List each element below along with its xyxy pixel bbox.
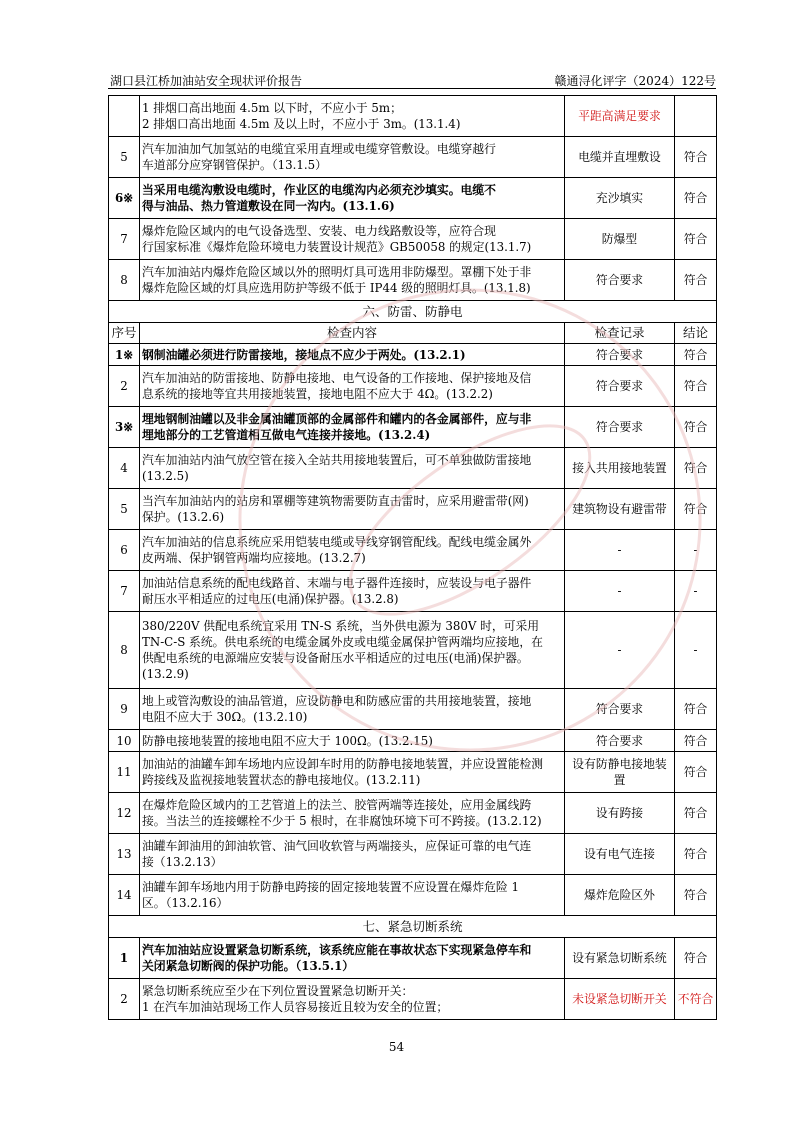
row-number: 2 — [109, 366, 140, 407]
inspection-table — [108, 95, 717, 1020]
content-line: 汽车加油站应设置紧急切断系统，该系统应能在事故状态下实现紧急停车和 — [142, 943, 532, 957]
content-line: 区。（13.2.16） — [142, 896, 229, 910]
table-row — [109, 344, 717, 366]
content-line: 汽车加油加气加氢站的电缆宜采用直埋或电缆穿管敷设。电缆穿越行 — [142, 142, 496, 156]
table-row — [109, 489, 717, 530]
row-number: 6※ — [109, 178, 140, 219]
content-line: (13.2.9) — [142, 667, 189, 681]
row-content — [140, 366, 565, 407]
row-record: 建筑物设有避雷带 — [565, 489, 675, 530]
row-result: 符合 — [675, 448, 717, 489]
content-line: 380/220V 供配电系统宜采用 TN-S 系统，当外供电源为 380V 时，可采用 — [142, 619, 540, 633]
row-number: 1※ — [109, 344, 140, 366]
row-result: 符合 — [675, 260, 717, 301]
row-content — [140, 448, 565, 489]
content-line: 1 排烟口高出地面 4.5m 以下时，不应小于 5m； — [142, 101, 402, 115]
row-record: - — [565, 530, 675, 571]
content-line: 1 在汽车加油站现场工作人员容易接近且较为安全的位置； — [142, 1000, 449, 1014]
row-content — [140, 489, 565, 530]
row-number: 8 — [109, 260, 140, 301]
row-result: 符合 — [675, 137, 717, 178]
row-number: 13 — [109, 834, 140, 875]
row-content — [140, 834, 565, 875]
row-record: 设有跨接 — [565, 793, 675, 834]
row-result: 符合 — [675, 793, 717, 834]
row-result: - — [675, 530, 717, 571]
content-line: 防静电接地装置的接地电阻不应大于 100Ω。(13.2.15) — [142, 733, 433, 748]
table-row — [109, 137, 717, 178]
row-number: 2 — [109, 979, 140, 1020]
page-number: 54 — [388, 1040, 405, 1054]
row-number: 7 — [109, 571, 140, 612]
row-content — [140, 344, 565, 366]
row-content — [140, 752, 565, 793]
row-result: 符合 — [675, 938, 717, 979]
content-line: 埋地部分的工艺管道相互做电气连接并接地。(13.2.4) — [142, 428, 431, 442]
row-number: 8 — [109, 612, 140, 689]
row-record: 设有电气连接 — [565, 834, 675, 875]
row-content — [140, 979, 565, 1020]
content-line: 油罐车卸车场地内用于防静电跨接的固定接地装置不应设置在爆炸危险 1 — [142, 880, 519, 894]
content-line: 供配电系统的电源端应安装与设备耐压水平相适应的过电压(电涌)保护器。 — [142, 651, 529, 665]
content-line: 耐压水平相适应的过电压(电涌)保护器。(13.2.8) — [142, 592, 399, 606]
row-content — [140, 730, 565, 752]
table-row — [109, 366, 717, 407]
table-row — [109, 979, 717, 1020]
row-record: 符合要求 — [565, 366, 675, 407]
section-row — [109, 301, 717, 323]
row-record: 防爆型 — [565, 219, 675, 260]
row-record: 符合要求 — [565, 689, 675, 730]
content-line: 当采用电缆沟敷设电缆时，作业区的电缆沟内必须充沙填实。电缆不 — [142, 183, 496, 197]
table-row — [109, 571, 717, 612]
row-result: 不符合 — [675, 979, 717, 1020]
section-title: 六、防雷、防静电 — [109, 301, 717, 323]
row-content — [140, 612, 565, 689]
row-content — [140, 689, 565, 730]
row-number — [109, 96, 140, 137]
row-result: 符合 — [675, 219, 717, 260]
row-result: - — [675, 571, 717, 612]
row-record: 符合要求 — [565, 344, 675, 366]
header-no: 序号 — [109, 323, 140, 344]
row-number: 14 — [109, 875, 140, 916]
row-record: 接入共用接地装置 — [565, 448, 675, 489]
page-header — [108, 70, 716, 89]
row-content — [140, 407, 565, 448]
table-row — [109, 448, 717, 489]
content-line: (13.2.5) — [142, 469, 189, 483]
row-record: 充沙填实 — [565, 178, 675, 219]
content-line: 接（13.2.13） — [142, 855, 223, 869]
row-content — [140, 530, 565, 571]
table-row — [109, 752, 717, 793]
content-line: 关闭紧急切断阀的保护功能。（13.5.1） — [142, 959, 355, 973]
content-line: 皮两端、保护钢管两端均应接地。(13.2.7) — [142, 551, 366, 565]
content-line: 2 排烟口高出地面 4.5m 及以上时，不应小于 3m。(13.1.4) — [142, 117, 461, 131]
content-line: 保护。(13.2.6) — [142, 510, 225, 524]
row-content — [140, 219, 565, 260]
row-result: 符合 — [675, 489, 717, 530]
report-number: 赣通浔化评字（2024）122号 — [554, 74, 716, 88]
content-line: 钢制油罐必须进行防雷接地，接地点不应少于两处。(13.2.1) — [142, 347, 466, 362]
row-result: 符合 — [675, 178, 717, 219]
row-record: 符合要求 — [565, 407, 675, 448]
row-content — [140, 137, 565, 178]
content-line: 汽车加油站内油气放空管在接入全站共用接地装置后，可不单独做防雷接地 — [142, 453, 532, 467]
content-line: 车道部分应穿钢管保护。（13.1.5） — [142, 158, 327, 172]
row-number: 12 — [109, 793, 140, 834]
row-number: 5 — [109, 137, 140, 178]
content-line: 接。当法兰的连接螺栓不少于 5 根时，在非腐蚀环境下可不跨接。(13.2.12) — [142, 814, 542, 828]
row-content — [140, 96, 565, 137]
content-line: 电阻不应大于 30Ω。(13.2.10) — [142, 710, 308, 724]
row-record: 符合要求 — [565, 260, 675, 301]
content-line: 爆炸危险区域内的电气设备选型、安装、电力线路敷设等，应符合现 — [142, 224, 496, 238]
row-number: 9 — [109, 689, 140, 730]
header-result: 结论 — [675, 323, 717, 344]
row-result: 符合 — [675, 407, 717, 448]
table-header-row — [109, 323, 717, 344]
row-content — [140, 260, 565, 301]
table-row — [109, 834, 717, 875]
row-number: 7 — [109, 219, 140, 260]
row-result: 符合 — [675, 875, 717, 916]
report-title: 湖口县江桥加油站安全现状评价报告 — [110, 74, 303, 88]
row-result: 符合 — [675, 344, 717, 366]
table-row — [109, 793, 717, 834]
row-result: 符合 — [675, 834, 717, 875]
row-result: 符合 — [675, 752, 717, 793]
section-title: 七、紧急切断系统 — [109, 916, 717, 938]
table-row — [109, 530, 717, 571]
inspection-table-body — [109, 96, 717, 1020]
row-content — [140, 178, 565, 219]
table-row — [109, 260, 717, 301]
row-number: 1 — [109, 938, 140, 979]
row-number: 6 — [109, 530, 140, 571]
row-content — [140, 938, 565, 979]
row-number: 3※ — [109, 407, 140, 448]
table-row — [109, 612, 717, 689]
row-record: 符合要求 — [565, 730, 675, 752]
content-line: 埋地钢制油罐以及非金属油罐顶部的金属部件和罐内的各金属部件，应与非 — [142, 412, 532, 426]
row-result: - — [675, 612, 717, 689]
row-result: 符合 — [675, 730, 717, 752]
content-line: 油罐车卸油用的卸油软管、油气回收软管与两端接头，应保证可靠的电气连 — [142, 839, 532, 853]
content-line: 汽车加油站内爆炸危险区域以外的照明灯具可选用非防爆型。罩棚下处于非 — [142, 265, 532, 279]
table-row — [109, 689, 717, 730]
row-content — [140, 793, 565, 834]
row-record: 设有防静电接地装置 — [565, 752, 675, 793]
row-result: 符合 — [675, 366, 717, 407]
table-row — [109, 875, 717, 916]
content-line: 行国家标准《爆炸危险环境电力装置设计规范》GB50058 的规定(13.1.7) — [142, 240, 532, 254]
row-record: - — [565, 571, 675, 612]
row-record: - — [565, 612, 675, 689]
content-line: 加油站的油罐车卸车场地内应设卸车时用的防静电接地装置，并应设置能检测 — [142, 757, 544, 771]
row-record: 未设紧急切断开关 — [565, 979, 675, 1020]
content-line: 紧急切断系统应至少在下列位置设置紧急切断开关： — [142, 984, 414, 998]
content-line: 得与油品、热力管道敷设在同一沟内。(13.1.6) — [142, 199, 395, 213]
content-line: 爆炸危险区域的灯具应选用防护等级不低于 IP44 级的照明灯具。(13.1.8) — [142, 281, 531, 295]
row-record: 电缆并直埋敷设 — [565, 137, 675, 178]
header-record: 检查记录 — [565, 323, 675, 344]
row-number: 11 — [109, 752, 140, 793]
content-line: 当汽车加油站内的站房和罩棚等建筑物需要防直击雷时，应采用避雷带(网) — [142, 494, 529, 508]
content-line: TN-C-S 系统。供电系统的电缆金属外皮或电缆金属保护管两端均应接地，在 — [142, 635, 543, 649]
header-content: 检查内容 — [140, 323, 565, 344]
table-row — [109, 730, 717, 752]
row-number: 10 — [109, 730, 140, 752]
row-result: 符合 — [675, 689, 717, 730]
table-row — [109, 96, 717, 137]
row-content — [140, 875, 565, 916]
table-row — [109, 219, 717, 260]
table-row — [109, 938, 717, 979]
content-line: 地上或管沟敷设的油品管道，应设防静电和防感应雷的共用接地装置，接地 — [142, 694, 532, 708]
content-line: 息系统的接地等宜共用接地装置，接地电阻不应大于 4Ω。(13.2.2) — [142, 387, 493, 401]
table-row — [109, 407, 717, 448]
row-record: 爆炸危险区外 — [565, 875, 675, 916]
content-line: 加油站信息系统的配电线路首、末端与电子器件连接时，应装设与电子器件 — [142, 576, 532, 590]
row-number: 5 — [109, 489, 140, 530]
row-record: 平距高满足要求 — [565, 96, 675, 137]
row-number: 4 — [109, 448, 140, 489]
table-row — [109, 178, 717, 219]
row-record: 设有紧急切断系统 — [565, 938, 675, 979]
content-line: 在爆炸危险区域内的工艺管道上的法兰、胶管两端等连接处，应用金属线跨 — [142, 798, 532, 812]
row-content — [140, 571, 565, 612]
section-row — [109, 916, 717, 938]
row-result — [675, 96, 717, 137]
content-line: 汽车加油站的信息系统应采用铠装电缆或导线穿钢管配线。配线电缆金属外 — [142, 535, 532, 549]
content-line: 跨接线及监视接地装置状态的静电接地仪。(13.2.11) — [142, 773, 421, 787]
content-line: 汽车加油站的防雷接地、防静电接地、电气设备的工作接地、保护接地及信 — [142, 371, 532, 385]
